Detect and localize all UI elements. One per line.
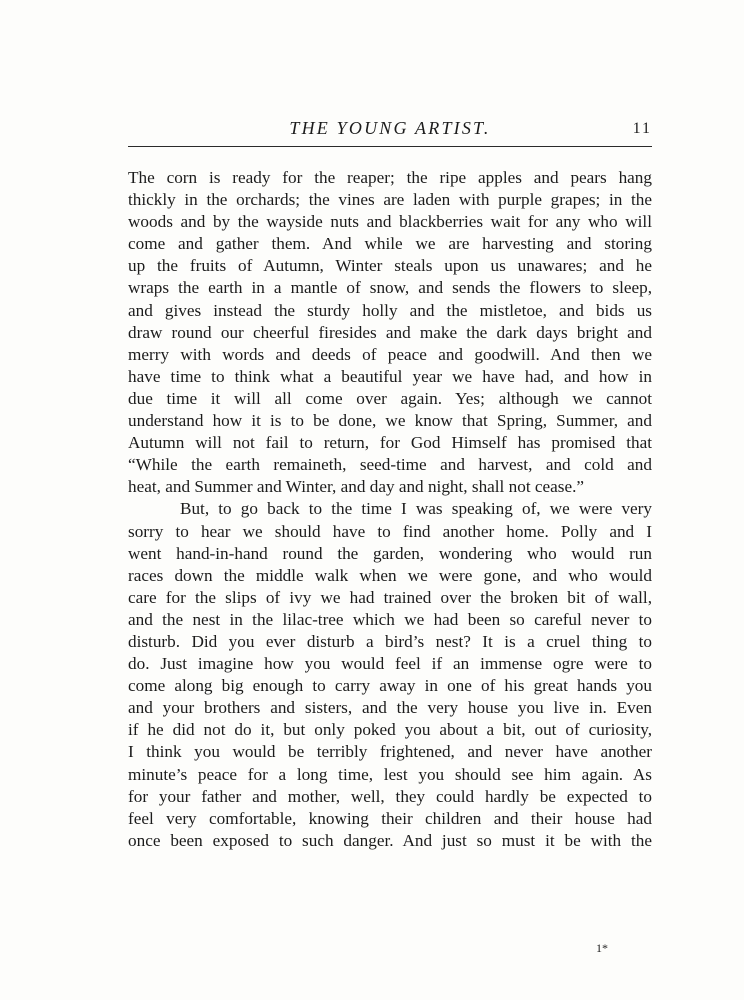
text-line: The corn is ready for the reaper; the ripe apples and pears hang — [128, 168, 652, 187]
text-line: draw round our cheerful firesides and make the dark days bright and — [128, 322, 652, 342]
text-line: feel very comfortable, knowing their children and their house had — [128, 808, 652, 828]
text-line: come and gather them. And while we are harvesting and storing — [128, 234, 652, 254]
running-head — [128, 116, 652, 147]
signature-mark: 1* — [596, 941, 608, 955]
text-line: minute’s peace for a long time, lest you should see him again. As — [128, 764, 652, 784]
body-text — [128, 167, 652, 852]
text-line: I think you would be terribly frightened, and never have another — [128, 742, 652, 762]
text-line: up the fruits of Autumn, Winter steals upon us unawares; and he — [128, 256, 652, 276]
text-line: thickly in the orchards; the vines are laden with purple grapes; in the — [128, 190, 652, 210]
text-line: once been exposed to such danger. And just so must it be with the — [128, 830, 652, 850]
paragraph — [128, 498, 652, 852]
text-line: Autumn will not fail to return, for God Himself has promised that — [128, 433, 652, 453]
text-line: merry with words and deeds of peace and goodwill. And then we — [128, 344, 652, 364]
page-number: 11 — [632, 120, 652, 137]
text-line: disturb. Did you ever disturb a bird’s nest? It is a cruel thing to — [128, 631, 652, 651]
text-line: do. Just imagine how you would feel if an immense ogre were to — [128, 654, 652, 674]
text-line: due time it will all come over again. Yes; although we cannot — [128, 388, 652, 408]
text-line: races down the middle walk when we were gone, and who would — [128, 565, 652, 585]
text-line: and your brothers and sisters, and the very house you live in. Even — [128, 698, 652, 718]
text-line: understand how it is to be done, we know that Spring, Summer, and — [128, 411, 652, 431]
text-line: come along big enough to carry away in one of his great hands you — [128, 676, 652, 696]
text-line: “While the earth remaineth, seed-time and harvest, and cold and — [128, 455, 652, 475]
text-line: heat, and Summer and Winter, and day and night, shall not cease.” — [128, 477, 585, 497]
text-line: if he did not do it, but only poked you about a bit, out of curiosity, — [128, 720, 652, 740]
text-line: But, to go back to the time I was speaking of, we were very — [180, 499, 652, 519]
running-title: THE YOUNG ARTIST. — [289, 118, 491, 138]
text-line: wraps the earth in a mantle of snow, and sends the flowers to sleep, — [128, 278, 652, 298]
text-line: and gives instead the sturdy holly and the mistletoe, and bids us — [128, 300, 652, 320]
text-line: sorry to hear we should have to find another home. Polly and I — [128, 521, 652, 541]
text-line: woods and by the wayside nuts and blackberries wait for any who will — [128, 212, 652, 232]
text-line: for your father and mother, well, they could hardly be expected to — [128, 786, 652, 806]
text-line: care for the slips of ivy we had trained over the broken bit of wall, — [128, 587, 652, 607]
text-line: have time to think what a beautiful year we have had, and how in — [128, 366, 652, 386]
text-line: and the nest in the lilac-tree which we had been so careful never to — [128, 609, 652, 629]
paragraph — [128, 167, 652, 498]
text-line: went hand-in-hand round the garden, wondering who would run — [128, 543, 652, 563]
